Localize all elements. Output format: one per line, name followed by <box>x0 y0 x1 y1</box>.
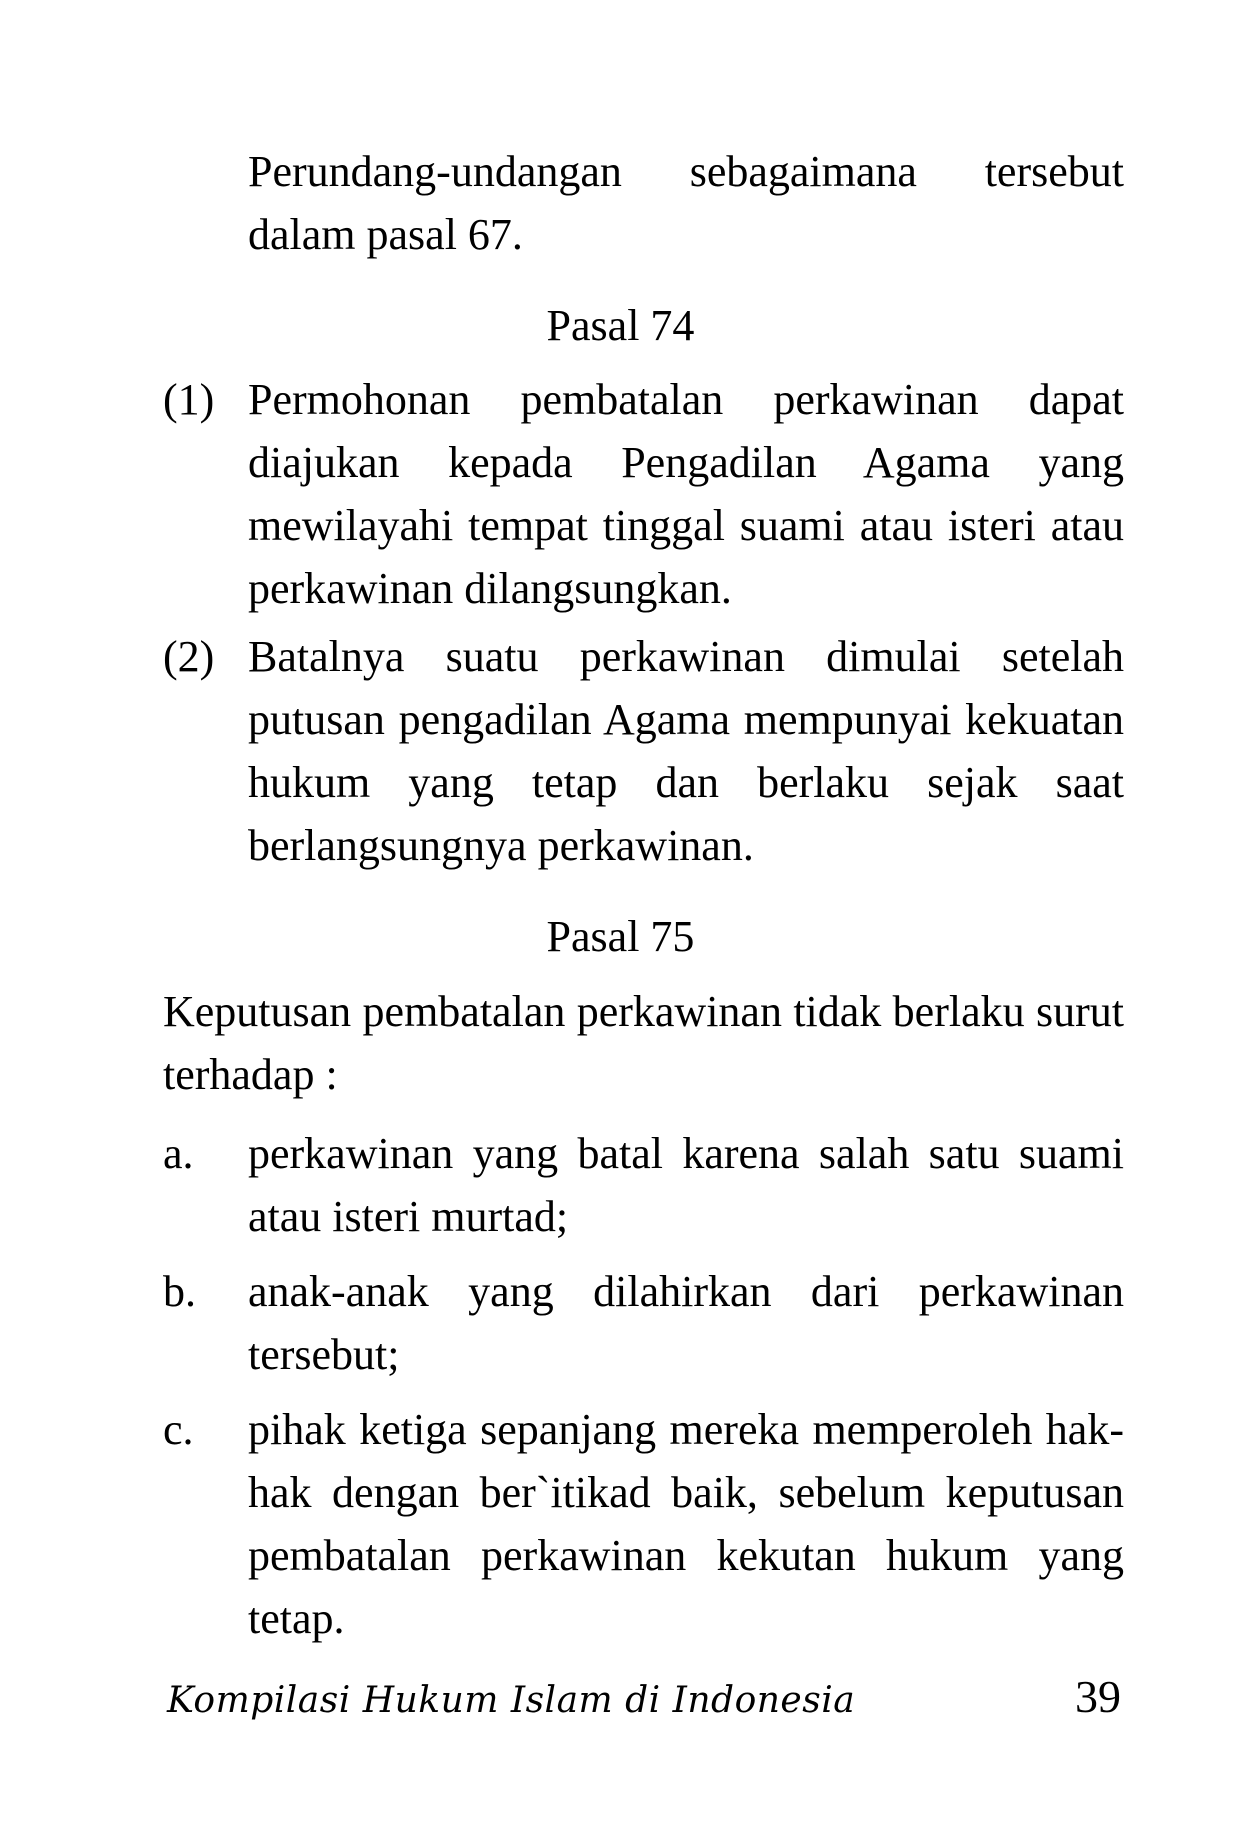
pasal-74-item-1-text: Permohonan pembatalan perkawinan dapat diajukan kepada Pengadilan Agama yang mewilayahi tempat tinggal suami atau isteri atau perkawinan dilangsungkan. <box>248 375 1124 613</box>
pasal-74-item-2-text: Batalnya suatu perkawinan dimulai setelah putusan pengadilan Agama mempunyai kekuatan hukum yang tetap dan berlaku sejak saat berlangsungnya perkawinan. <box>248 632 1124 870</box>
pasal-75-item-a-text: perkawinan yang batal karena salah satu suami atau isteri murtad; <box>248 1129 1124 1241</box>
pasal-75-heading: Pasal 75 <box>546 912 695 961</box>
pasal-75-item-c-text: pihak ketiga sepanjang mereka memperoleh hak-hak dengan ber`itikad baik, sebelum keputusan pembatalan perkawinan kekutan hukum yang tetap. <box>248 1405 1124 1643</box>
pasal-75-item-a-marker: a. <box>163 1129 194 1178</box>
pasal-75-item-c-marker: c. <box>163 1405 194 1454</box>
pasal-75-item-b-text: anak-anak yang dilahirkan dari perkawinan tersebut; <box>248 1267 1124 1379</box>
page-number: 39 <box>1075 1671 1121 1722</box>
pasal-74-item-2-marker: (2) <box>163 632 215 681</box>
continuation-paragraph: Perundang-undangan sebagaimana tersebut dalam pasal 67. <box>248 147 1124 259</box>
footer-book-title: Kompilasi Hukum Islam di Indonesia <box>167 1680 856 1721</box>
pasal-75-item-b-marker: b. <box>163 1267 196 1316</box>
pasal-74-heading: Pasal 74 <box>546 301 695 350</box>
pasal-74-item-1-marker: (1) <box>163 375 215 424</box>
pasal-75-intro: Keputusan pembatalan perkawinan tidak berlaku surut terhadap : <box>163 987 1124 1099</box>
